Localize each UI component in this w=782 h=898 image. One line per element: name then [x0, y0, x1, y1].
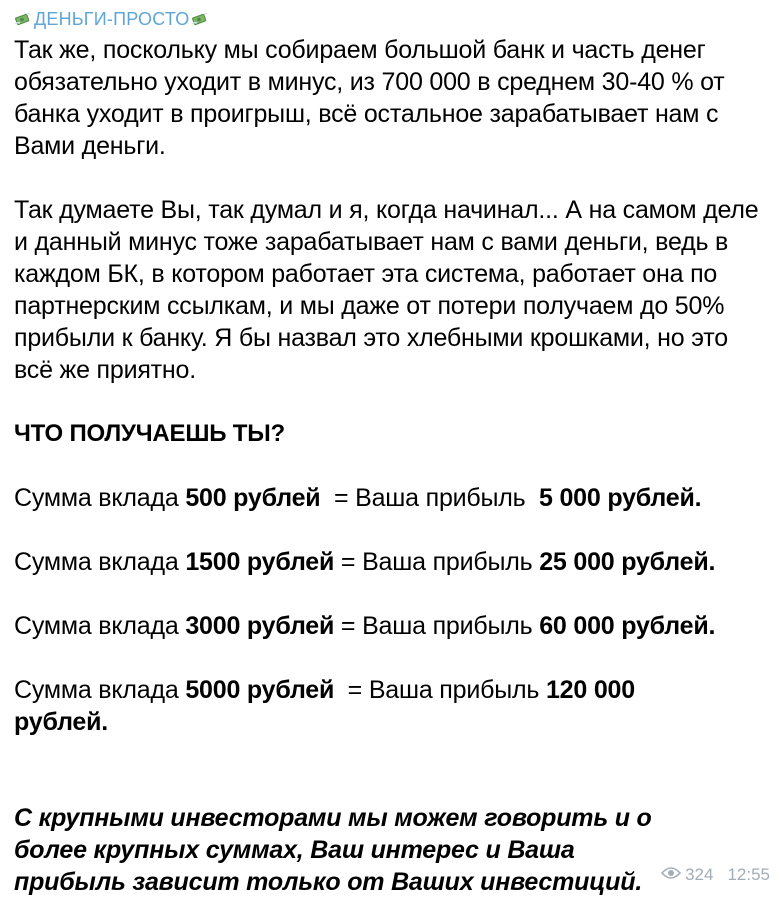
money-with-wings-icon: [191, 11, 209, 27]
paragraph-spacer: [14, 738, 768, 802]
message-paragraph: Так же, поскольку мы собираем большой банк и часть денег обязательно уходит в минус, из 700 000 в среднем 30-40 % от банка уходит в проигрыш, всё остальное зарабатывает нам с Вами деньги.: [14, 36, 732, 160]
offer-prefix: Сумма вклада: [14, 548, 186, 576]
message-meta: [661, 865, 770, 885]
money-with-wings-icon: [14, 11, 32, 27]
paragraph-spacer: [14, 578, 768, 610]
offer-deposit: 500 рублей: [185, 484, 321, 512]
message-paragraph: Так думаете Вы, так думал и я, когда начинал... А на самом деле и данный минус тоже зарабатывает нам с вами деньги, ведь в каждом БК, в котором работает эта система, работает она по партнерским ссылкам, и мы даже от потери получаем до 50% прибыли к банку. Я бы назвал это хлебными крошками, но это всё же приятно.: [14, 196, 766, 384]
offer-line: [14, 674, 694, 738]
message-text: [14, 34, 768, 898]
paragraph-spacer: [14, 450, 768, 482]
offer-profit: 5 000 рублей.: [539, 484, 702, 512]
paragraph-spacer: [14, 386, 768, 418]
offer-middle: = Ваша прибыль: [334, 612, 540, 640]
offer-middle: = Ваша прибыль: [320, 484, 540, 512]
channel-header[interactable]: [14, 8, 768, 30]
view-count: 324: [685, 865, 714, 884]
offer-profit: 60 000 рублей.: [539, 612, 716, 640]
message-time: 12:55: [727, 865, 770, 884]
offer-prefix: Сумма вклада: [14, 676, 186, 704]
offer-middle: = Ваша прибыль: [334, 548, 540, 576]
channel-name[interactable]: ДЕНЬГИ-ПРОСТО: [34, 9, 190, 29]
offer-middle: = Ваша прибыль: [334, 676, 546, 704]
offer-deposit: 5000 рублей: [185, 676, 335, 704]
offer-profit: 25 000 рублей.: [539, 548, 716, 576]
offer-line: [14, 610, 768, 642]
paragraph-spacer: [14, 514, 768, 546]
offer-deposit: 1500 рублей: [185, 548, 335, 576]
offer-prefix: Сумма вклада: [14, 612, 186, 640]
paragraph-spacer: [14, 642, 768, 674]
offer-line: [14, 482, 768, 514]
offer-profit: 120 000 рублей.: [14, 676, 642, 736]
message-heading: ЧТО ПОЛУЧАЕШЬ ТЫ?: [14, 420, 286, 447]
offer-prefix: Сумма вклада: [14, 484, 186, 512]
eye-icon: [661, 865, 681, 885]
paragraph-spacer: [14, 162, 768, 194]
closing-text: С крупными инвесторами мы можем говорить и о более крупных суммах, Ваш интерес и Ваша прибыль зависит только от Ваших инвестиций.: [14, 804, 659, 896]
offer-deposit: 3000 рублей: [185, 612, 335, 640]
offer-line: [14, 546, 768, 578]
